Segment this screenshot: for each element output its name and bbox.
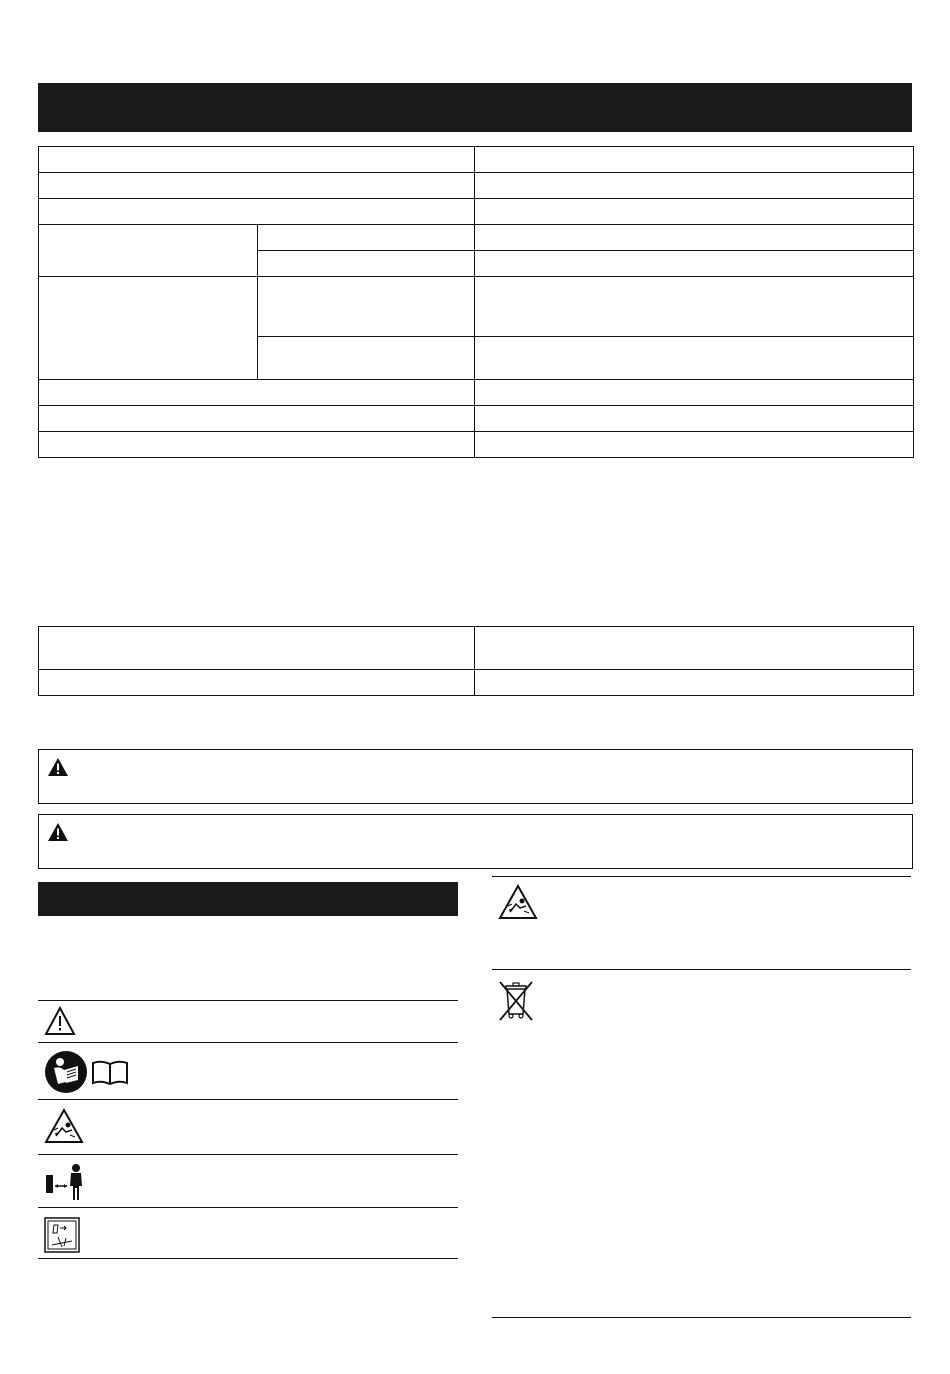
table-cell <box>258 337 475 380</box>
warning-triangle-icon <box>44 1006 76 1036</box>
table-cell <box>475 432 914 458</box>
table-cell <box>258 225 475 251</box>
warning-box <box>38 749 913 804</box>
warning-triangle-icon <box>47 822 69 842</box>
table-row <box>39 147 914 173</box>
table-cell <box>475 406 914 432</box>
table-cell <box>39 670 475 696</box>
table-row <box>39 670 914 696</box>
symbol-row <box>38 1042 458 1100</box>
table-row <box>39 225 914 251</box>
divider <box>492 876 911 877</box>
flying-debris-icon <box>44 1108 84 1144</box>
symbol-table-end <box>38 1258 458 1259</box>
table-cell <box>39 432 475 458</box>
book-icon <box>91 1059 129 1087</box>
specifications-table <box>38 146 914 458</box>
table-cell <box>258 277 475 337</box>
table-cell <box>39 147 475 173</box>
table-cell <box>39 199 475 225</box>
table-row <box>39 380 914 406</box>
table-cell <box>39 277 258 380</box>
table-row <box>39 406 914 432</box>
table-cell <box>475 380 914 406</box>
specifications-banner <box>38 83 912 132</box>
warning-triangle-icon <box>47 757 69 777</box>
table-cell <box>475 627 914 670</box>
read-manual-icon <box>44 1050 88 1094</box>
table-cell <box>258 251 475 277</box>
table-cell <box>475 199 914 225</box>
table-row <box>39 277 914 337</box>
table-cell <box>475 337 914 380</box>
table-cell <box>475 225 914 251</box>
crossed-out-bin-icon <box>498 980 534 1022</box>
table-cell <box>39 225 258 277</box>
divider <box>492 969 911 970</box>
values-table <box>38 626 914 696</box>
table-cell <box>475 670 914 696</box>
symbols-banner <box>38 882 458 916</box>
table-row <box>39 199 914 225</box>
table-cell <box>475 251 914 277</box>
flying-debris-icon <box>498 884 538 920</box>
symbol-row <box>38 1207 458 1259</box>
table-cell <box>39 406 475 432</box>
keep-distance-icon <box>44 1162 88 1202</box>
symbol-row <box>38 1000 458 1043</box>
table-cell <box>475 173 914 199</box>
table-row <box>39 173 914 199</box>
table-cell <box>39 627 475 670</box>
table-row <box>39 432 914 458</box>
table-cell <box>39 380 475 406</box>
warning-box <box>38 814 913 869</box>
table-cell <box>475 277 914 337</box>
symbol-row <box>38 1099 458 1155</box>
divider <box>492 1317 911 1318</box>
table-row <box>39 627 914 670</box>
table-cell <box>475 147 914 173</box>
symbol-row <box>38 1154 458 1208</box>
blade-restriction-icon <box>44 1217 80 1253</box>
table-cell <box>39 173 475 199</box>
